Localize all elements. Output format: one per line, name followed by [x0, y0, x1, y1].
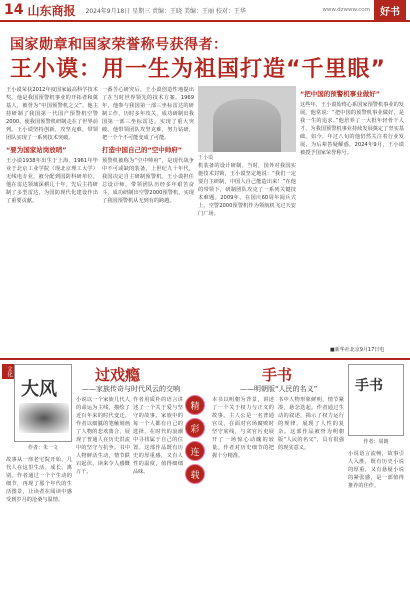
- book-text: 本书以明朝为背景，讲述了一个关于权力与正义的故事。主人公是一名普通官员，在面对官场腐败时坚守底线，与贪官污吏展开了一场惊心动魄的较量。作者对历史细节的把握十分精准。: [212, 397, 274, 459]
- badge-char: 彩: [185, 418, 205, 438]
- book2-text-col: [212, 396, 274, 596]
- book-text: 故事从一座老宅院开始，几代人在这里生活、成长、离别。作者通过一个个生动的细节，再现了那个年代的生活图景，让读者在阅读中感受到岁月的沧桑与温情。: [6, 457, 72, 503]
- article-text: 机装备的设计研制。当时，国外对我国实施技术封锁，王小谟坚定地说：“我们一定要自主研制，中国人自己能造出来！”在他的带领下，研制团队攻克了一系列关键技术难题。2009年，在国庆60周年阅兵式上，空警2000预警机作为领航机飞过天安门广场。: [198, 163, 296, 217]
- cover-title: 手书: [355, 378, 383, 394]
- book-author: 作者：周朗: [363, 439, 389, 445]
- portrait-figure: [213, 99, 282, 152]
- book2-text-col: [278, 396, 344, 596]
- book-text: 书中人物形象鲜明，情节紧凑，悬念迭起。作者通过生动的叙述，揭示了权力运行的规律，展现了人性的复杂。这部作品被誉为明朝版“人民的名义”，具有很强的现实意义。: [278, 397, 344, 451]
- cover-title: 大风: [21, 379, 57, 400]
- masthead: [0, 0, 410, 22]
- article-column-1: [6, 86, 98, 354]
- section-divider: [0, 358, 410, 360]
- badge-char: 载: [185, 464, 205, 484]
- book-text: 作者用质朴的语言讲述了一个关于爱与坚守的故事。家族中的每一个人都有自己的选择，在时代的浪潮中寻找属于自己的位置。这部作品既有历史的厚重感，又有人性的温度，值得细细品味。: [133, 397, 183, 475]
- book-text: 小说语言流畅，故事引人入胜，既有历史小说的厚重，又有悬疑小说的紧张感，是一部值得推荐的佳作。: [348, 451, 404, 489]
- site-url: www.dzwww.com: [322, 7, 370, 13]
- portrait-photo: [198, 86, 296, 152]
- section-name: 山东商报: [27, 3, 76, 18]
- subheading: “把中国的预警机事业做好”: [300, 90, 381, 98]
- book-subtitle-1: ——家族传奇与时代风云的交响: [82, 385, 180, 393]
- book2-text-col: [348, 450, 404, 596]
- book-title-1: 过戏瘾: [95, 366, 141, 384]
- book1-text-col: [6, 456, 72, 596]
- issue-meta: 2024年9月18日 星期三 责编：王晓 美编：王丽 校对：王华: [85, 7, 246, 15]
- book-cover-2: [348, 364, 404, 436]
- article-text: 王小谟荣获2012年度国家最高科学技术奖。他是我国预警机事业的开拓者和奠基人，被誉为“中国预警机之父”。他主持研制了我国第一代国产预警机空警2000，使我国预警机研制走在了世界前列。王小谟坚持创新，攻坚克难，带领团队实现了一系列技术突破。: [6, 87, 98, 141]
- book-title-2: 手书: [262, 366, 293, 384]
- book-subtitle-2: ——明朝版“人民的名义”: [240, 385, 318, 393]
- article-text: 这些年，王小谟始终心系国家预警机事业的发展。他常说：“把中国的预警机事业做好，是我一生的追求。”他培养了一大批年轻骨干人才，为我国预警机事业持续发展奠定了坚实基础。如今，年过八旬的他仍然关注着行业发展，为后辈答疑解惑。2024年9月，王小谟被授予国家荣誉称号。: [300, 102, 404, 156]
- headline-sub: 国家勋章和国家荣誉称号获得者：: [10, 37, 228, 53]
- headline-main: 王小谟：用一生为祖国打造“千里眼”: [10, 57, 386, 82]
- cover-ink-art: [19, 403, 69, 433]
- book1-text-col: [133, 396, 183, 596]
- photo-caption: 王小谟: [198, 155, 214, 161]
- article-column-2: [102, 86, 194, 354]
- badge-char: 精: [185, 395, 205, 415]
- article-text: 王小谟1938年出生于上海，1961年毕业于北京工业学院（现北京理工大学）无线电专业，被分配到国防科研单位。他在雷达领域深耕几十年，先后主持研制了多型雷达，为国防现代化建设作出了重要贡献。: [6, 158, 98, 204]
- book-cover-1: [14, 364, 72, 442]
- column-brand: 好书: [374, 0, 406, 21]
- book1-text-col: [76, 396, 130, 596]
- book-text: 小说以一个家族几代人的命运为主线，描绘了近百年来的时代变迁。作者以细腻的笔触刻画了人物的悲欢离合，展现了普通人在历史洪流中的坚守与抗争。书中人物鲜活生动，情节跌宕起伏，读来令人感慨万千。: [76, 397, 130, 475]
- subheading: “要为国家站岗放哨”: [6, 146, 67, 154]
- article-column-4: [300, 86, 404, 344]
- article-column-3: [198, 162, 296, 354]
- book-author: 作者：朱一文: [27, 445, 58, 451]
- culture-tag: 文化: [2, 364, 16, 379]
- subheading: 打造中国自己的“空中帅府”: [102, 146, 183, 154]
- page-number: 14: [4, 2, 24, 18]
- serial-badge: [185, 395, 207, 487]
- badge-char: 连: [185, 441, 205, 461]
- article-text: 预警机被称为“空中帅府”，是现代战争中不可或缺的装备。上世纪九十年代，我国决定自主研制预警机。王小谟担任总设计师，带领团队历经多年艰苦奋斗，成功研制出空警2000预警机，实现了我国预警机从无到有的跨越。: [102, 158, 194, 204]
- news-credit: ■新华社北京9月17日电: [330, 347, 385, 353]
- article-text: 一番苦心研究后，王小谟创造性地提出了在当时世界领先的技术方案。1969年，他参与我国第一部三坐标雷达的研制工作，历时多年攻关，成功研制出我国第一部三坐标雷达，实现了重大突破。他带领团队攻坚克难，努力钻研，把一个个不可能变成了可能。: [102, 87, 194, 141]
